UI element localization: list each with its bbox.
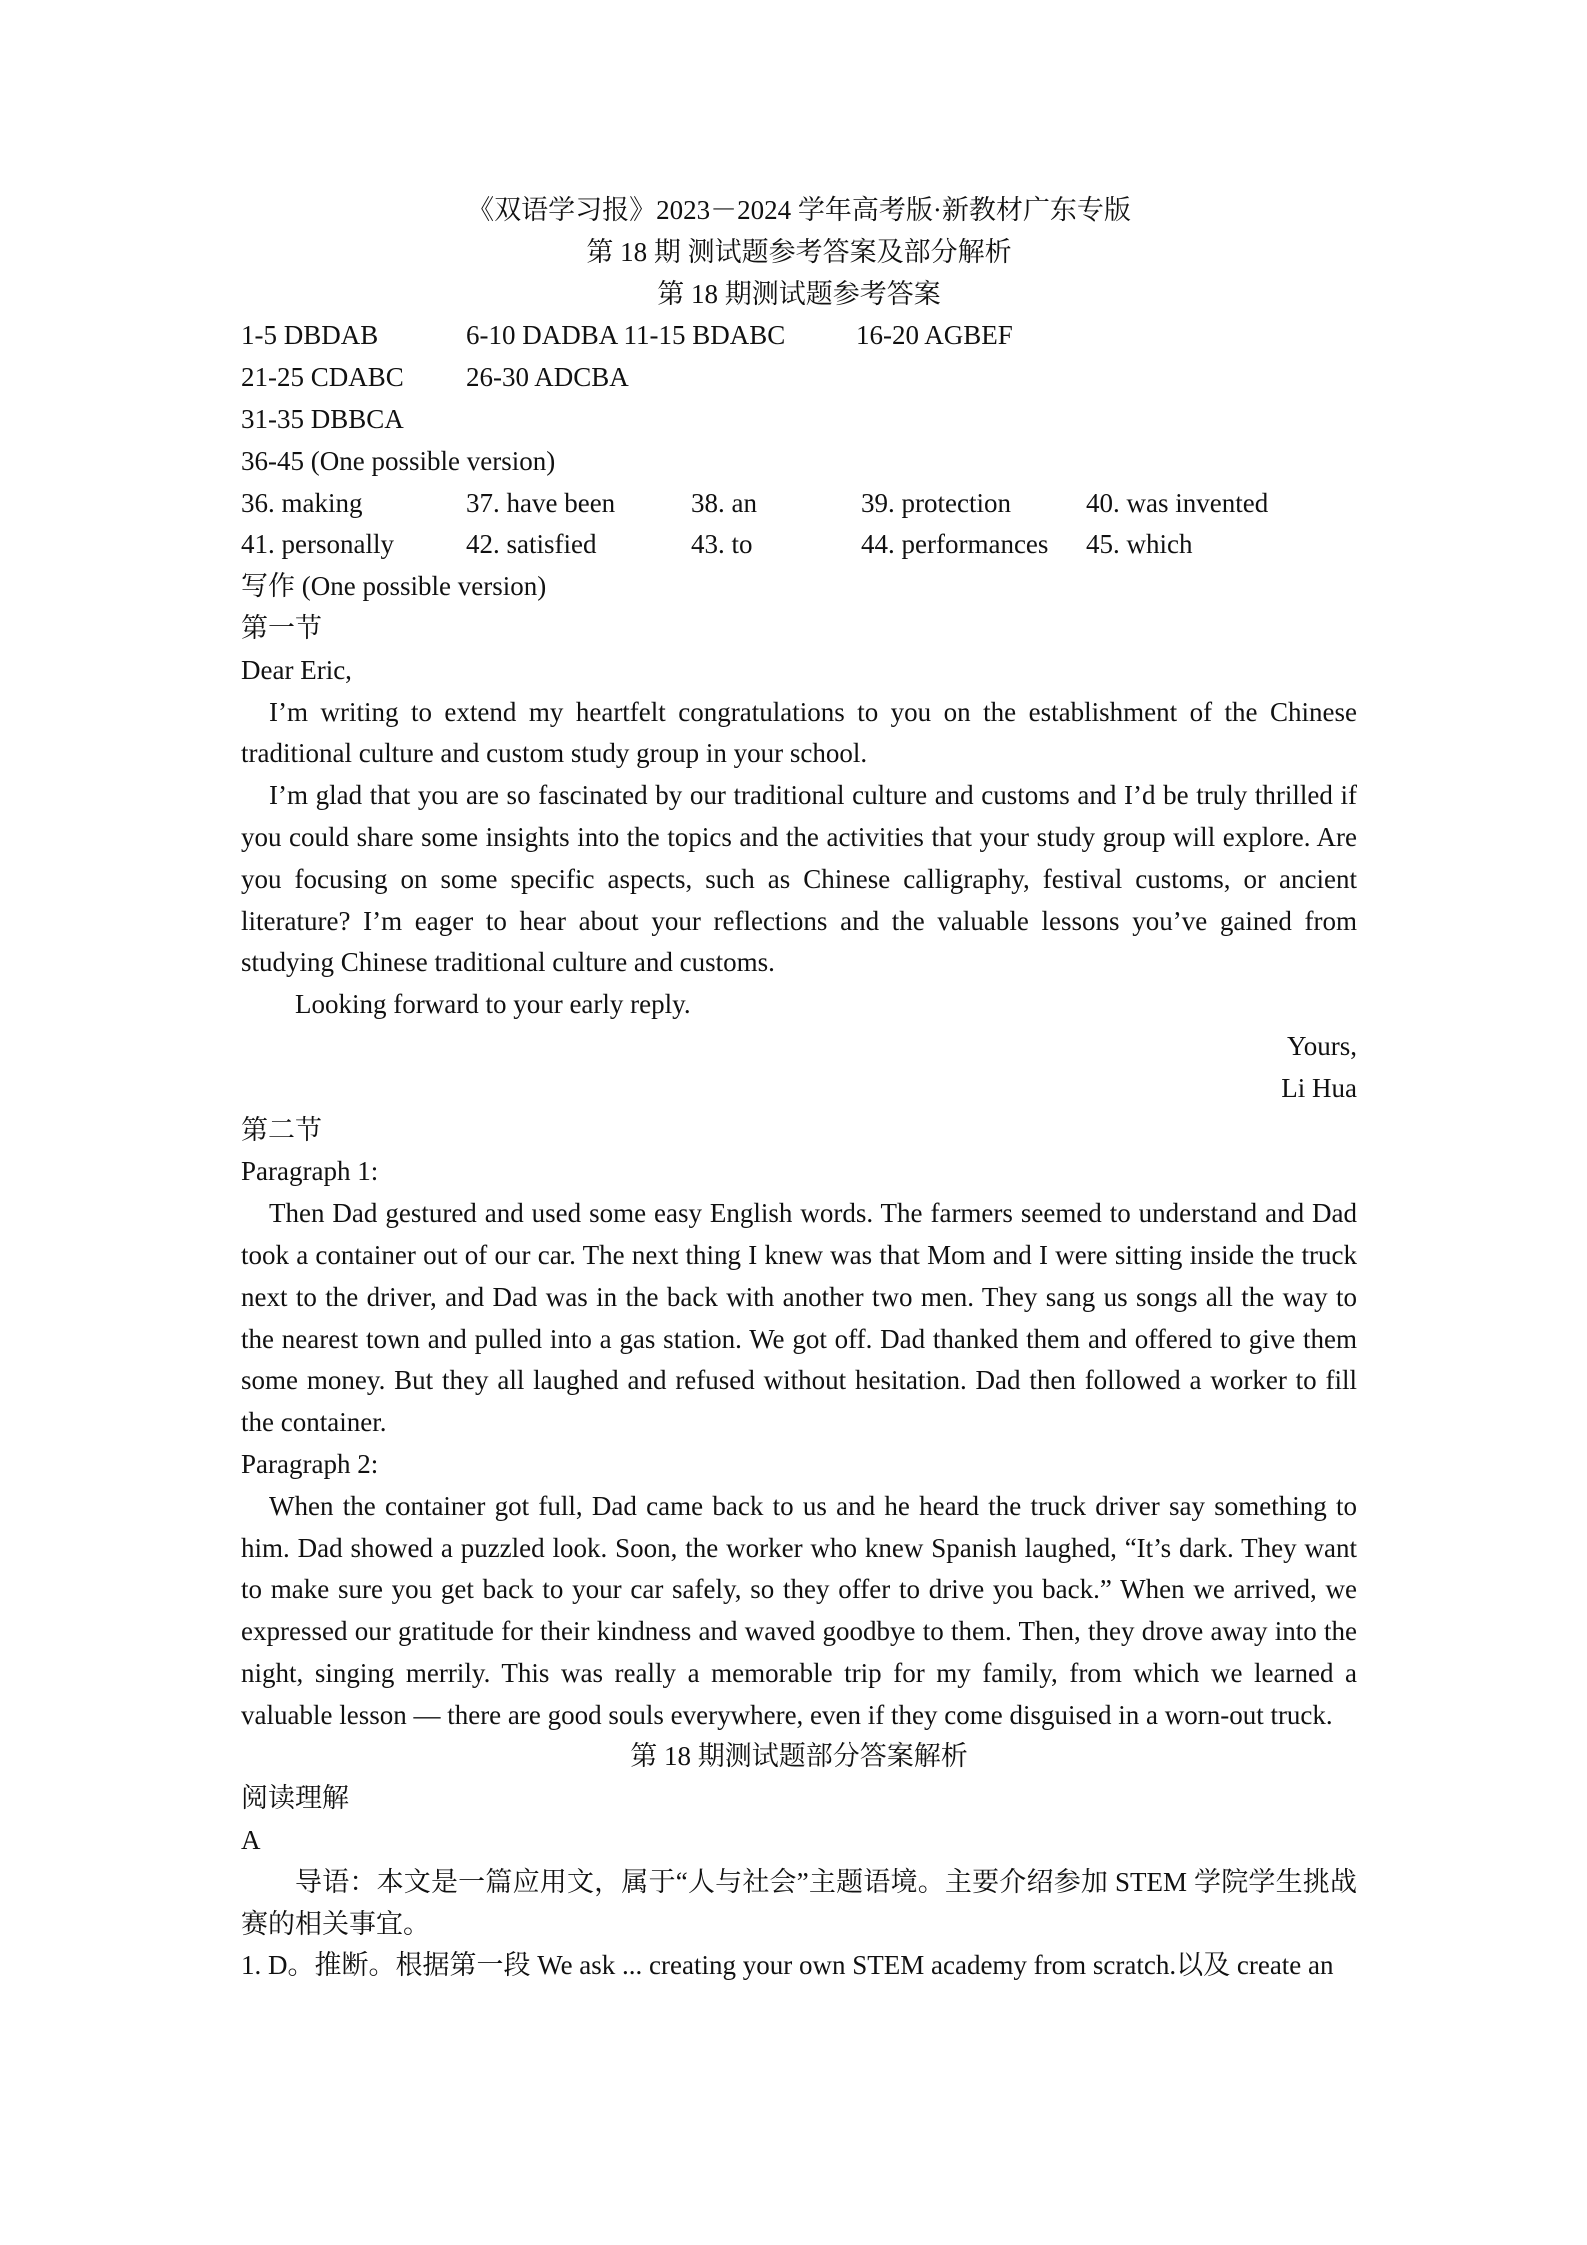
section-heading: 第一节 [241,612,322,643]
letter-signature: Li Hua [1281,1072,1357,1103]
analysis-heading: 第 18 期测试题部分答案解析 [630,1741,968,1772]
answer-cell: 31-35 DBBCA [241,403,404,434]
section-heading: 第二节 [241,1114,322,1145]
story-paragraph: When the container got full, Dad came back to us and he heard the truck driver say something to him. Dad showed a puzzled look. Soon, the worker who knew Spanish laughed, “It’s dark. They want to make sure you get back to your car safely, so they offer to drive you back.” When we arrived, we expressed our gratitude for their kindness and waved goodbye to them. Then, they drove away into the night, singing merrily. This was really a memorable trip for my family, from which we learned a valuable lesson — there are good souls everywhere, even if they come disguised in a worn-out truck. [241,1490,1357,1730]
grammar-answer: 43. to [691,529,753,560]
answer-cell: 6-10 DADBA 11-15 BDABC [466,320,786,351]
analysis-question: 1. D。推断。根据第一段 We ask ... creating your own STEM academy from scratch.以及 create an [241,1950,1334,1981]
paragraph-label: Paragraph 1: [241,1156,379,1187]
document-subtitle: 第 18 期 测试题参考答案及部分解析 [586,236,1012,267]
letter-salutation: Dear Eric, [241,654,352,685]
analysis-section: 阅读理解 [241,1783,349,1814]
grammar-answer: 40. was invented [1086,487,1269,518]
answer-row [241,399,1357,441]
answer-cell: 1-5 DBDAB [241,320,379,351]
answer-cell: 26-30 ADCBA [466,362,629,393]
grammar-answer: 38. an [691,487,757,518]
answer-row [241,357,1357,399]
grammar-answer: 39. protection [861,487,1011,518]
grammar-answer: 36. making [241,487,363,518]
analysis-intro: 导语：本文是一篇应用文，属于“人与社会”主题语境。主要介绍参加 STEM 学院学生挑战赛的相关事宜。 [241,1866,1357,1939]
grammar-answer: 45. which [1086,529,1193,560]
story-paragraph: Then Dad gestured and used some easy English words. The farmers seemed to understand and Dad took a container out of our car. The next thing I knew was that Mom and I were sitting inside the truck next to the driver, and Dad was in the back with another two men. They sang us songs all the way to the nearest town and pulled into a gas station. We got off. Dad thanked them and offered to give them some money. But they all laughed and refused without hesitation. Dad then followed a worker to fill the container. [241,1198,1357,1438]
answer-cell: 21-25 CDABC [241,362,404,393]
paragraph-label: Paragraph 2: [241,1448,379,1479]
grammar-version-label: 36-45 (One possible version) [241,445,556,476]
grammar-row [241,483,1357,525]
answers-heading: 第 18 期测试题参考答案 [657,278,941,309]
grammar-answer: 37. have been [466,487,616,518]
answer-row [241,315,1357,357]
grammar-row [241,524,1357,566]
document-title: 《双语学习报》2023－2024 学年高考版·新教材广东专版 [467,195,1131,225]
analysis-part: A [241,1825,261,1856]
answer-cell: 16-20 AGBEF [856,320,1013,351]
letter-closing: Looking forward to your early reply. [295,989,691,1020]
grammar-answer: 44. performances [861,529,1049,560]
letter-paragraph: I’m glad that you are so fascinated by our traditional culture and customs and I’d be truly thrilled if you could share some insights into the topics and the activities that your study group will explore. Are you focusing on some specific aspects, such as Chinese calligraphy, festival customs, or ancient literature? I’m eager to hear about your reflections and the valuable lessons you’ve gained from studying Chinese traditional culture and customs. [241,780,1357,978]
grammar-answer: 41. personally [241,529,394,560]
grammar-answer: 42. satisfied [466,529,597,560]
letter-paragraph: I’m writing to extend my heartfelt congratulations to you on the establishment of the Chinese traditional culture and custom study group in your school. [241,696,1357,769]
writing-label: 写作 (One possible version) [241,571,547,602]
letter-sign-off: Yours, [1286,1030,1357,1061]
document-content [241,190,1357,1987]
